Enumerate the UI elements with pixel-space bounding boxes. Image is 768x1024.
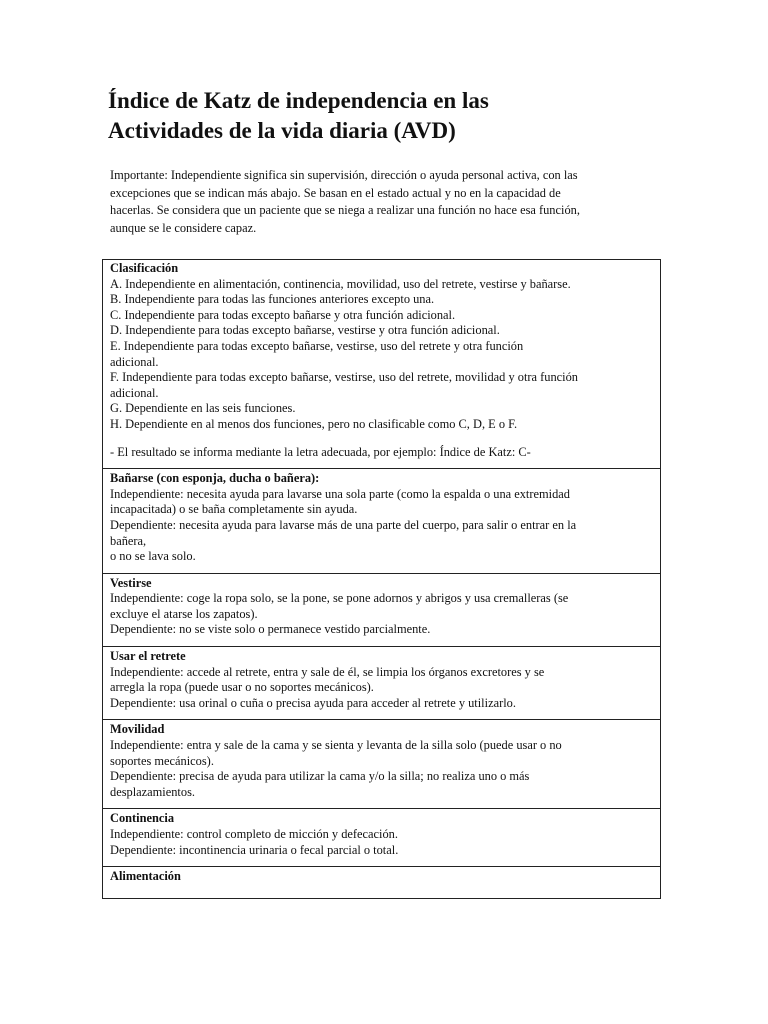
continence-line: Independiente: control completo de micción y defecación. xyxy=(110,827,398,841)
dressing-line: Independiente: coge la ropa solo, se la pone, se pone adornos y abrigos y usa cremalleras (se xyxy=(110,591,569,606)
continence-heading: Continencia xyxy=(110,811,175,826)
mobility-line: Independiente: entra y sale de la cama y se sienta y levanta de la silla solo (puede usar o no xyxy=(110,738,562,753)
katz-index-table xyxy=(102,259,661,899)
classification-line: A. Independiente en alimentación, continencia, movilidad, uso del retrete, vestirse y bañarse. xyxy=(110,276,571,291)
mobility-line: desplazamientos. xyxy=(110,784,195,799)
classification-line: D. Independiente para todas excepto bañarse, vestirse y otra función adicional. xyxy=(110,323,500,338)
intro-line: excepciones que se indican más abajo. Se basan en el estado actual y no en la capacidad de xyxy=(110,185,561,200)
toileting-line: arregla la ropa (puede usar o no soportes mecánicos). xyxy=(110,680,374,695)
page-title xyxy=(108,86,668,146)
bathing-line: incapacitada) o se baña completamente sin ayuda. xyxy=(110,502,358,517)
classification-line: C. Independiente para todas excepto bañarse y otra función adicional. xyxy=(110,307,456,322)
classification-section xyxy=(103,260,660,468)
toileting-line: Independiente: accede al retrete, entra y sale de él, se limpia los órganos excretores y se xyxy=(110,664,545,679)
classification-line: H. Dependiente en al menos dos funciones, pero no clasificable como C, D, E o F. xyxy=(110,416,518,431)
classification-heading: Clasificación xyxy=(110,261,179,275)
continence-section xyxy=(103,808,660,866)
toileting-section xyxy=(103,646,660,719)
classification-line: B. Independiente para todas las funciones anteriores excepto una. xyxy=(110,292,435,307)
bathing-line: Dependiente: necesita ayuda para lavarse más de una parte del cuerpo, para salir o entrar en la xyxy=(110,517,577,532)
classification-note: - El resultado se informa mediante la letra adecuada, por ejemplo: Índice de Katz: C- xyxy=(110,444,531,459)
bathing-line: Independiente: necesita ayuda para lavarse una sola parte (como la espalda o una extremidad xyxy=(110,486,570,501)
classification-line: adicional. xyxy=(110,354,159,369)
intro-line: Importante: Independiente significa sin supervisión, dirección o ayuda personal activa, con las xyxy=(110,168,578,182)
bathing-line: o no se lava solo. xyxy=(110,549,196,564)
feeding-heading: Alimentación xyxy=(110,869,181,884)
dressing-section xyxy=(103,573,660,646)
classification-line: G. Dependiente en las seis funciones. xyxy=(110,401,296,416)
dressing-line: Dependiente: no se viste solo o permanece vestido parcialmente. xyxy=(110,622,431,637)
intro-paragraph xyxy=(110,167,670,237)
intro-line: hacerlas. Se considera que un paciente que se niega a realizar una función no hace esa función, xyxy=(110,203,580,218)
dressing-heading: Vestirse xyxy=(110,575,152,590)
feeding-section xyxy=(103,866,660,898)
toileting-line: Dependiente: usa orinal o cuña o precisa ayuda para acceder al retrete y utilizarlo. xyxy=(110,695,516,710)
dressing-line: excluye el atarse los zapatos). xyxy=(110,606,258,621)
toileting-heading: Usar el retrete xyxy=(110,649,186,664)
classification-line: E. Independiente para todas excepto bañarse, vestirse, uso del retrete y otra función xyxy=(110,338,524,353)
mobility-heading: Movilidad xyxy=(110,722,165,737)
classification-line: F. Independiente para todas excepto bañarse, vestirse, uso del retrete, movilidad y otra función xyxy=(110,370,578,385)
page-title-line-1: Índice de Katz de independencia en las xyxy=(108,88,489,113)
mobility-line: soportes mecánicos). xyxy=(110,753,214,768)
bathing-section xyxy=(103,468,660,573)
continence-line: Dependiente: incontinencia urinaria o fecal parcial o total. xyxy=(110,842,399,857)
classification-line: adicional. xyxy=(110,385,159,400)
mobility-section xyxy=(103,719,660,808)
intro-line: aunque se le considere capaz. xyxy=(110,220,257,235)
mobility-line: Dependiente: precisa de ayuda para utilizar la cama y/o la silla; no realiza uno o más xyxy=(110,769,530,784)
bathing-heading: Bañarse (con esponja, ducha o bañera): xyxy=(110,471,320,486)
page-title-line-2: Actividades de la vida diaria (AVD) xyxy=(108,118,456,143)
bathing-line: bañera, xyxy=(110,533,147,548)
